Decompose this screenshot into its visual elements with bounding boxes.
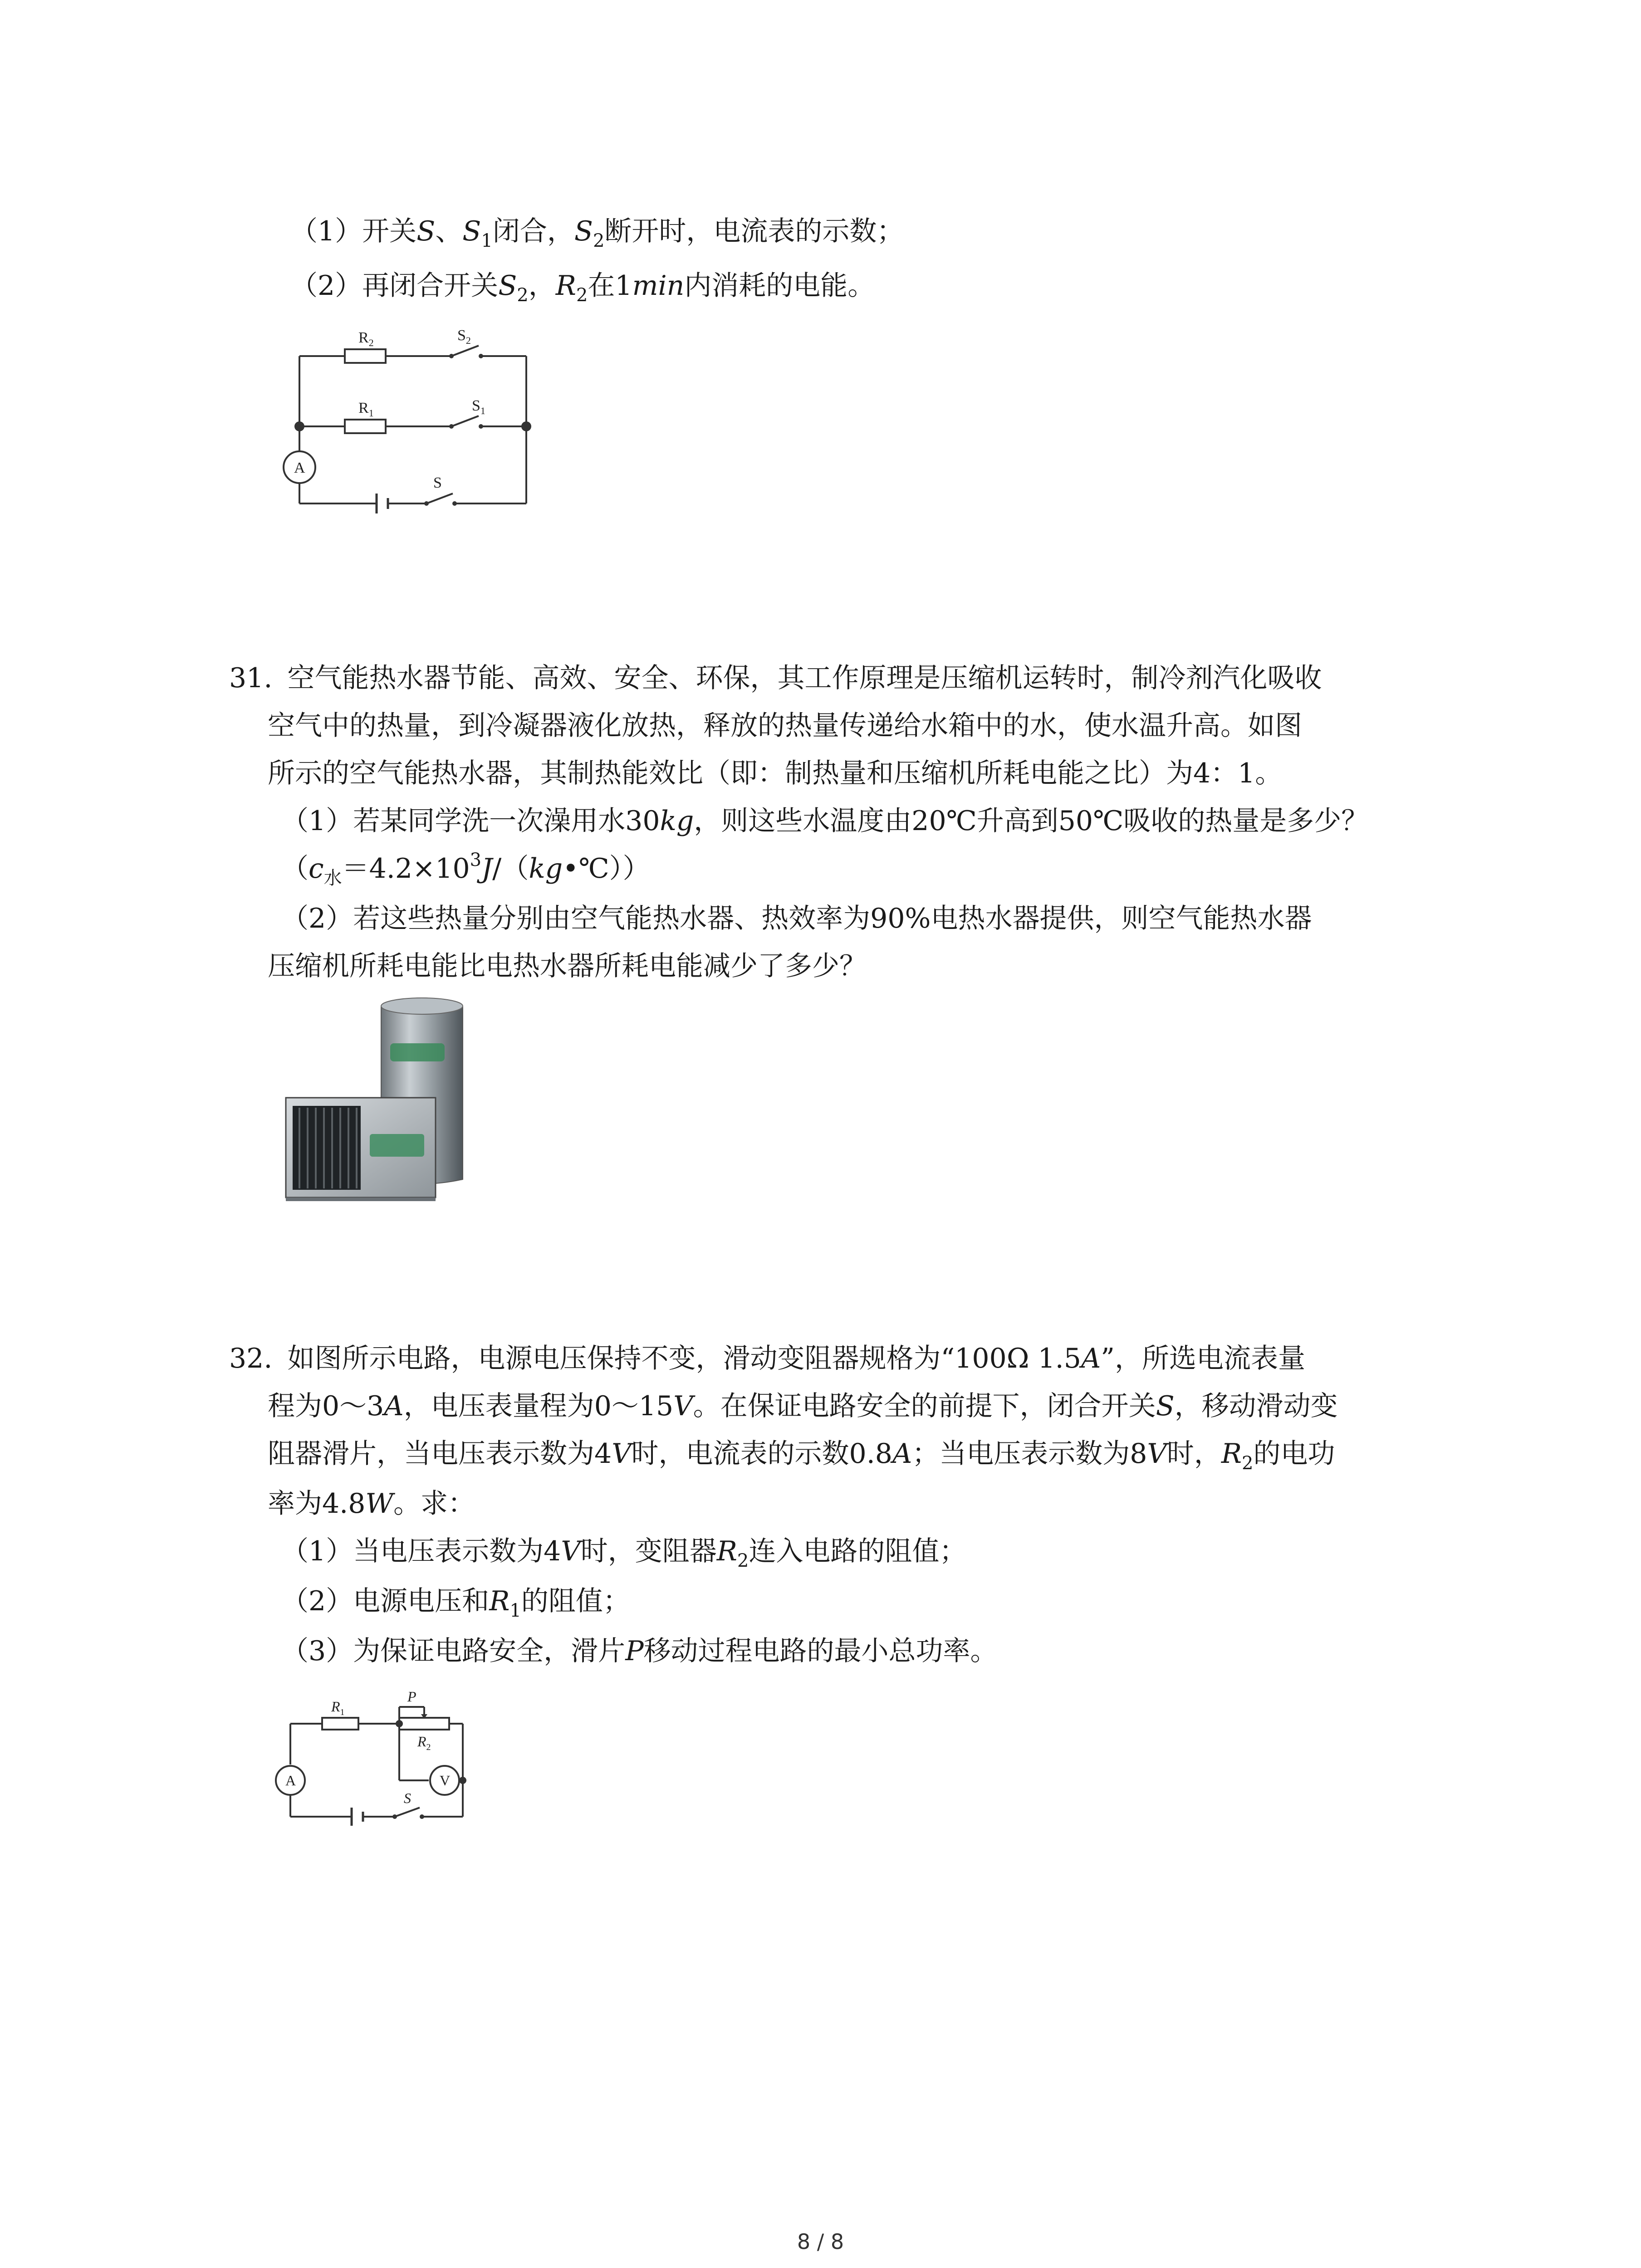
text: 如图所示电路，电源电压保持不变，滑动变阻器规格为“100Ω 1.5A”，所选电流表量 bbox=[287, 1343, 1305, 1374]
text: 闭合， bbox=[492, 215, 574, 247]
var-R2: R bbox=[555, 270, 576, 302]
q31-stem-line-1 bbox=[229, 660, 1322, 696]
text: 断开时，电流表的示数； bbox=[604, 215, 904, 247]
text: （2）再闭合开关 bbox=[290, 270, 499, 302]
label-P: P bbox=[407, 1688, 416, 1705]
q31-stem-line-3: 所示的空气能热水器，其制热能效比（即：制热量和压缩机所耗电能之比）为4：1。 bbox=[268, 758, 1283, 789]
q31-subquestion-2-line-1: （2）若这些热量分别由空气能热水器、热效率为90%电热水器提供，则空气能热水器 bbox=[281, 903, 1312, 934]
subscript: 2 bbox=[576, 285, 588, 306]
text: 内消耗的电能。 bbox=[684, 270, 875, 302]
var-S: S bbox=[416, 215, 436, 247]
text: /（ bbox=[492, 853, 529, 885]
var-S1: S bbox=[462, 215, 481, 247]
q30-subquestion-2 bbox=[290, 268, 875, 304]
var-S2: S bbox=[574, 215, 593, 247]
ammeter-label: A bbox=[294, 459, 305, 476]
q31-subquestion-1 bbox=[281, 803, 1368, 839]
q32-stem-line-4: 率为4.8W。求： bbox=[268, 1488, 475, 1520]
text: 在1 bbox=[588, 270, 632, 302]
unit-kg: kg bbox=[660, 805, 694, 837]
text: （1）开关 bbox=[290, 215, 417, 247]
unit-J: J bbox=[481, 853, 493, 885]
q32-stem-line-1 bbox=[229, 1340, 1305, 1377]
subscript: 2 bbox=[593, 230, 605, 251]
text: ＝4.2×10 bbox=[342, 853, 470, 885]
q32-subquestion-2: （2）电源电压和$R_1$的阻值； bbox=[281, 1585, 630, 1621]
subscript: 2 bbox=[517, 285, 529, 306]
ammeter-label: A bbox=[285, 1772, 296, 1789]
text: （1）若某同学洗一次澡用水30 bbox=[281, 805, 660, 837]
text: 、 bbox=[435, 215, 463, 247]
q32-subquestion-3: （3）为保证电路安全，滑片P移动过程电路的最小总功率。 bbox=[281, 1635, 998, 1667]
unit-min: min bbox=[632, 270, 685, 302]
q31-stem-line-2: 空气中的热量，到冷凝器液化放热，释放的热量传递给水箱中的水，使水温升高。如图 bbox=[268, 710, 1302, 742]
text: ，则这些水温度由20℃升高到50℃吸收的热量是多少？ bbox=[694, 805, 1369, 837]
q30-circuit-diagram bbox=[272, 318, 544, 522]
label-R2: $R_2$ bbox=[417, 1733, 431, 1752]
voltmeter-label: V bbox=[440, 1772, 451, 1789]
text: ， bbox=[528, 270, 556, 302]
q30-subquestion-1 bbox=[290, 213, 904, 249]
q32-stem-line-2: 程为0～3A，电压表量程为0～15V。在保证电路安全的前提下，闭合开关S，移动滑动变 bbox=[268, 1390, 1338, 1422]
label-S: S bbox=[433, 474, 442, 491]
q31-constant-line bbox=[281, 850, 650, 887]
var-c: c bbox=[309, 853, 324, 885]
superscript: 3 bbox=[470, 850, 482, 870]
label-R2: $R_2$ bbox=[358, 329, 374, 348]
page-number: 8 / 8 bbox=[797, 2229, 844, 2254]
label-S2: $S_2$ bbox=[457, 327, 471, 346]
label-S1: $S_1$ bbox=[472, 397, 485, 416]
var-S2: S bbox=[498, 270, 517, 302]
air-source-water-heater-photo bbox=[281, 989, 495, 1207]
label-S: S bbox=[404, 1790, 411, 1806]
q31-subquestion-2-line-2: 压缩机所耗电能比电热水器所耗电能减少了多少？ bbox=[268, 950, 867, 982]
question-number: 32. bbox=[229, 1343, 273, 1374]
text: •℃）） bbox=[563, 853, 650, 885]
q32-circuit-diagram bbox=[268, 1685, 522, 1844]
subscript: 1 bbox=[481, 230, 493, 251]
question-number: 31. bbox=[229, 662, 273, 694]
unit-kg: kg bbox=[529, 853, 563, 885]
q32-subquestion-1: （1）当电压表示数为4V时，变阻器$R_2$连入电路的阻值； bbox=[281, 1535, 967, 1571]
label-R1: $R_1$ bbox=[358, 400, 374, 419]
label-R1: $R_1$ bbox=[331, 1698, 345, 1717]
text: 空气能热水器节能、高效、安全、环保，其工作原理是压缩机运转时，制冷剂汽化吸收 bbox=[287, 662, 1322, 694]
q32-stem-line-3: 阻器滑片，当电压表示数为4V时，电流表的示数0.8A；当电压表示数为8V时，$R_2$的电功 bbox=[268, 1438, 1335, 1474]
subscript: 水 bbox=[323, 868, 342, 889]
text: （ bbox=[281, 853, 309, 885]
